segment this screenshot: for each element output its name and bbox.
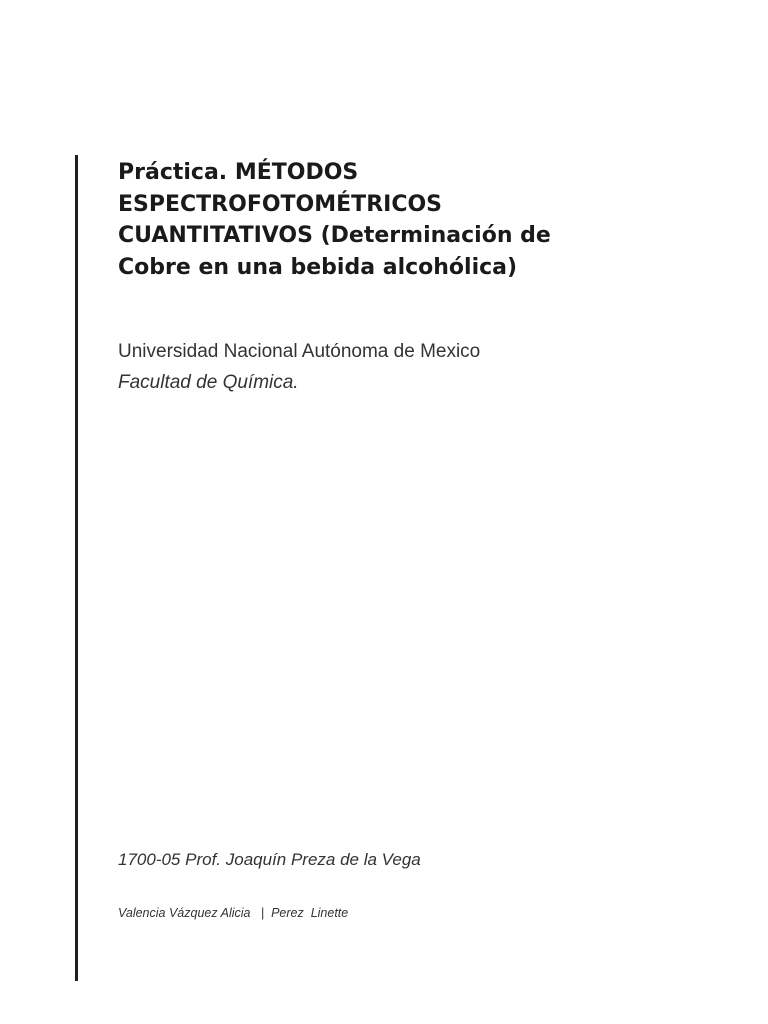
document-title: Práctica. MÉTODOS ESPECTROFOTOMÉTRICOS CUANTITATIVOS (Determinación de Cobre en una bebida alcohólica) [118, 160, 551, 280]
authors-line: Valencia Vázquez Alicia | Perez Linette [118, 906, 349, 920]
professor-line: 1700-05 Prof. Joaquín Preza de la Vega [118, 850, 421, 869]
vertical-accent-rule [75, 155, 78, 981]
faculty-name: Facultad de Química. [118, 372, 299, 393]
university-name: Universidad Nacional Autónoma de Mexico [118, 341, 481, 362]
